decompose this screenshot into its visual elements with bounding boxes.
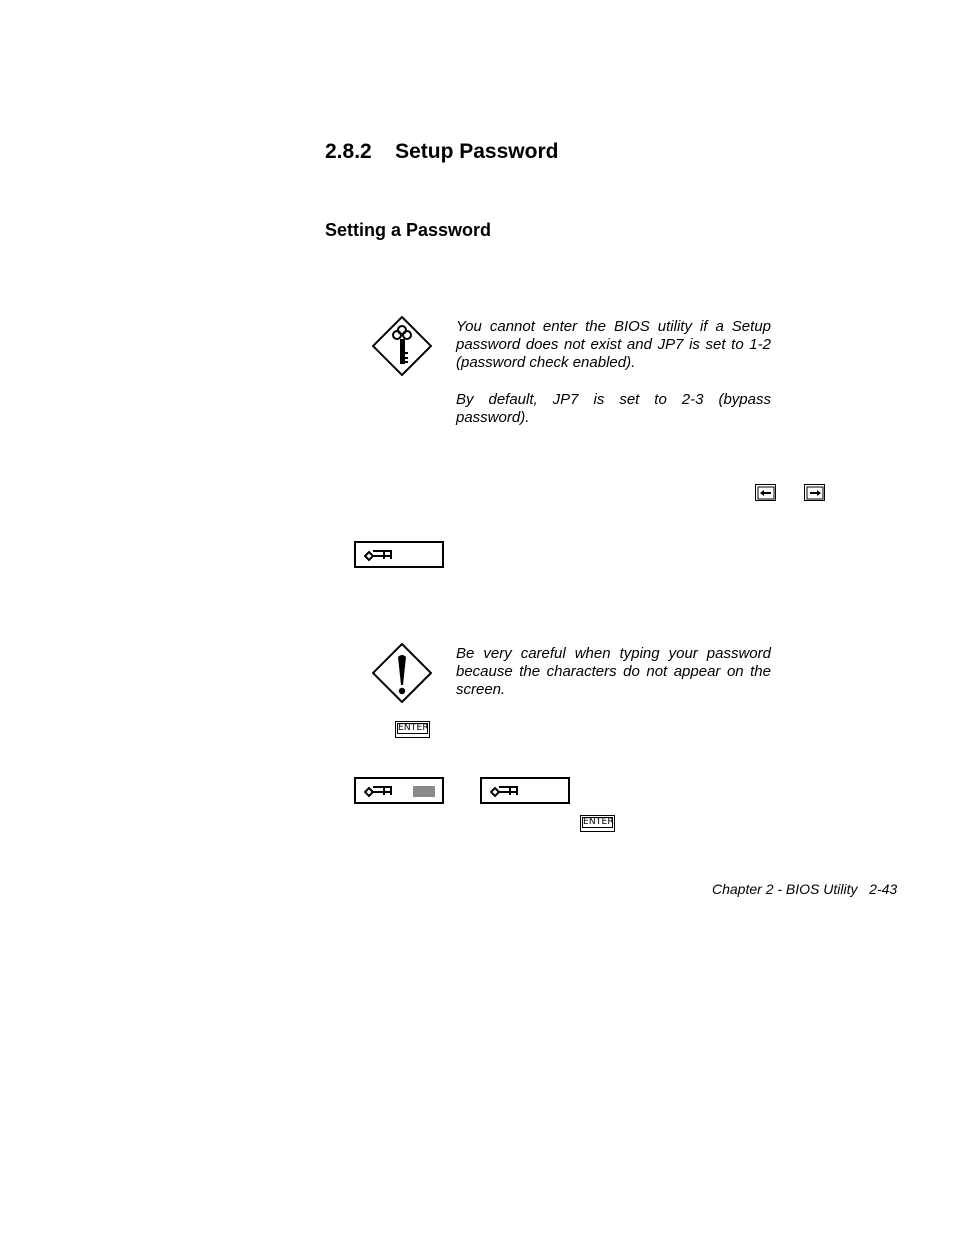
key-icon (372, 316, 432, 376)
section-title: Setup Password (395, 140, 559, 163)
key-prompt-icon (490, 784, 520, 798)
password-prompt-box (480, 777, 570, 804)
note-paragraph: By default, JP7 is set to 2-3 (bypass password). (456, 391, 771, 426)
note-paragraph: Be very careful when typing your password because the characters do not appear on the screen. (456, 645, 771, 698)
section-heading (325, 140, 558, 164)
page-footer (712, 881, 897, 897)
right-arrow-key-icon (804, 484, 825, 501)
subsection-title: Setting a Password (325, 220, 492, 240)
note-key (456, 318, 771, 427)
page-number: 2-43 (869, 881, 898, 897)
exclamation-icon (372, 643, 432, 703)
password-prompt-box-filled (354, 777, 444, 804)
note-paragraph: You cannot enter the BIOS utility if a Setup password does not exist and JP7 is set to 1-2 (password check enabled). (456, 318, 771, 371)
password-prompt-box (354, 541, 444, 568)
key-prompt-icon (364, 784, 394, 798)
footer-chapter: Chapter 2 - BIOS Utility (712, 881, 858, 897)
section-number: 2.8.2 (325, 140, 372, 163)
key-prompt-icon (364, 548, 394, 562)
enter-key-icon: ENTER (395, 721, 430, 738)
left-arrow-key-icon (755, 484, 776, 501)
enter-key-icon: ENTER (580, 815, 615, 832)
cursor-block (413, 786, 435, 797)
note-warning (456, 645, 771, 699)
